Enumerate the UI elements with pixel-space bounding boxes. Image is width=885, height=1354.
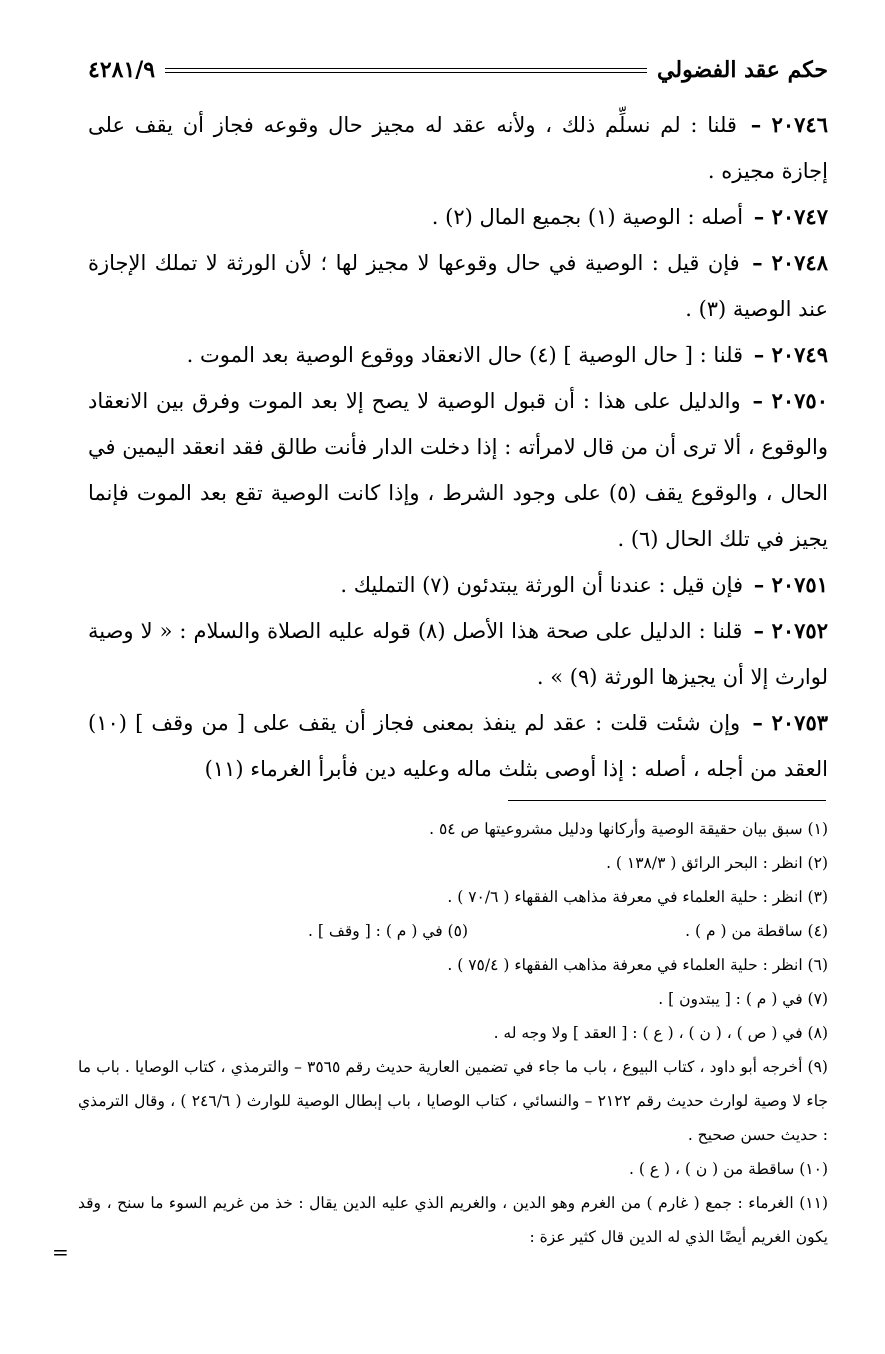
paragraph-number: ٢٠٧٤٧ –: [753, 204, 828, 229]
paragraph: [88, 194, 828, 240]
footnote: (٩) أخرجه أبو داود ، كتاب البيوع ، باب ما جاء في تضمين العارية حديث رقم ٣٥٦٥ – والترمذي ، كتاب الوصايا . باب ما جاء لا وصية لوارث حديث رقم ٢١٢٢ – والنسائي ، كتاب الوصايا ، باب إبطال الوصية للوارث ( ٢٤٦/٦ ) ، وقال الترمذي : حديث حسن صحيح .: [78, 1058, 828, 1144]
paragraph-text: وإن شئت قلت : عقد لم ينفذ بمعنى فجاز أن يقف على [ من وقف ] (١٠) العقد من أجله ، أصله : إذا أوصى بثلث ماله وعليه دين فأبرأ الغرماء (١١): [88, 711, 828, 781]
footnote: (١٠) ساقطة من ( ن ) ، ( ع ) .: [628, 1160, 828, 1178]
paragraph: [88, 378, 828, 562]
chapter-title: حكم عقد الفضولي: [657, 57, 828, 83]
paragraph: [88, 608, 828, 700]
footnote: (٤) ساقطة من ( م ) .: [685, 922, 828, 940]
main-text: [88, 102, 828, 792]
paragraph-text: فإن قيل : الوصية في حال وقوعها لا مجيز لها ؛ لأن الورثة لا تملك الإجازة عند الوصية (٣) .: [88, 251, 828, 321]
paragraph-number: ٢٠٧٥٢ –: [753, 618, 828, 643]
footnote: (١١) الغرماء : جمع ( غارم ) من الغرم وهو الدين ، والغريم الذي عليه الدين يقال : خذ من غريم السوء ما سنح ، وقد يكون الغريم أيضًا الذي له الدين قال كثير عزة :: [78, 1194, 828, 1246]
paragraph-text: فإن قيل : عندنا أن الورثة يبتدئون (٧) التمليك .: [340, 573, 744, 597]
page-number: ٤٢٨١/٩: [88, 57, 156, 83]
running-header: [88, 50, 828, 90]
paragraph-text: قلنا : الدليل على صحة هذا الأصل (٨) قوله عليه الصلاة والسلام : « لا وصية لوارث إلا أن يجيزها الورثة (٩) » .: [88, 619, 828, 689]
footnotes: [78, 812, 828, 1254]
paragraph-text: قلنا : [ حال الوصية ] (٤) حال الانعقاد ووقوع الوصية بعد الموت .: [186, 343, 744, 367]
paragraph-number: ٢٠٧٤٩ –: [753, 342, 828, 367]
footnote: (٥) في ( م ) : [ وقف ] .: [308, 922, 468, 940]
paragraph: [88, 240, 828, 332]
paragraph: [88, 332, 828, 378]
paragraph-number: ٢٠٧٥٣ –: [752, 710, 829, 735]
footnote-row: [78, 914, 828, 948]
paragraph-text: قلنا : لم نسلِّم ذلك ، ولأنه عقد له مجيز حال وقوعه فجاز أن يقف على إجازة مجيزه .: [88, 113, 828, 183]
paragraph: [88, 700, 828, 792]
paragraph-text: أصله : الوصية (١) بجميع المال (٢) .: [431, 205, 744, 229]
continuation-mark: =: [52, 1240, 69, 1264]
paragraph-number: ٢٠٧٥٠ –: [752, 388, 828, 413]
paragraph: [88, 102, 828, 194]
footnote: (٢) انظر : البحر الرائق ( ١٣٨/٣ ) .: [606, 854, 828, 872]
footnote-separator: [508, 800, 826, 801]
paragraph-number: ٢٠٧٥١ –: [753, 572, 828, 597]
footnote: (٧) في ( م ) : [ يبتدون ] .: [658, 990, 828, 1008]
footnote: (٨) في ( ص ) ، ( ن ) ، ( ع ) : [ العقد ] ولا وجه له .: [493, 1024, 828, 1042]
paragraph-number: ٢٠٧٤٦ –: [750, 112, 828, 137]
paragraph: [88, 562, 828, 608]
paragraph-text: والدليل على هذا : أن قبول الوصية لا يصح إلا بعد الموت وفرق بين الانعقاد والوقوع ، ألا ترى أن من قال لامرأته : إذا دخلت الدار فأنت طالق فقد انعقد اليمين في الحال ، والوقوع يقف (٥) على وجود الشرط ، وإذا كانت الوصية تقع بعد الموت فإنما يجيز في تلك الحال (٦) .: [88, 389, 829, 551]
header-rule: [165, 68, 647, 73]
footnote: (٦) انظر : حلية العلماء في معرفة مذاهب الفقهاء ( ٧٥/٤ ) .: [447, 956, 828, 974]
footnote: (١) سبق بيان حقيقة الوصية وأركانها ودليل مشروعيتها ص ٥٤ .: [429, 820, 828, 838]
footnote: (٣) انظر : حلية العلماء في معرفة مذاهب الفقهاء ( ٧٠/٦ ) .: [447, 888, 828, 906]
paragraph-number: ٢٠٧٤٨ –: [752, 250, 828, 275]
